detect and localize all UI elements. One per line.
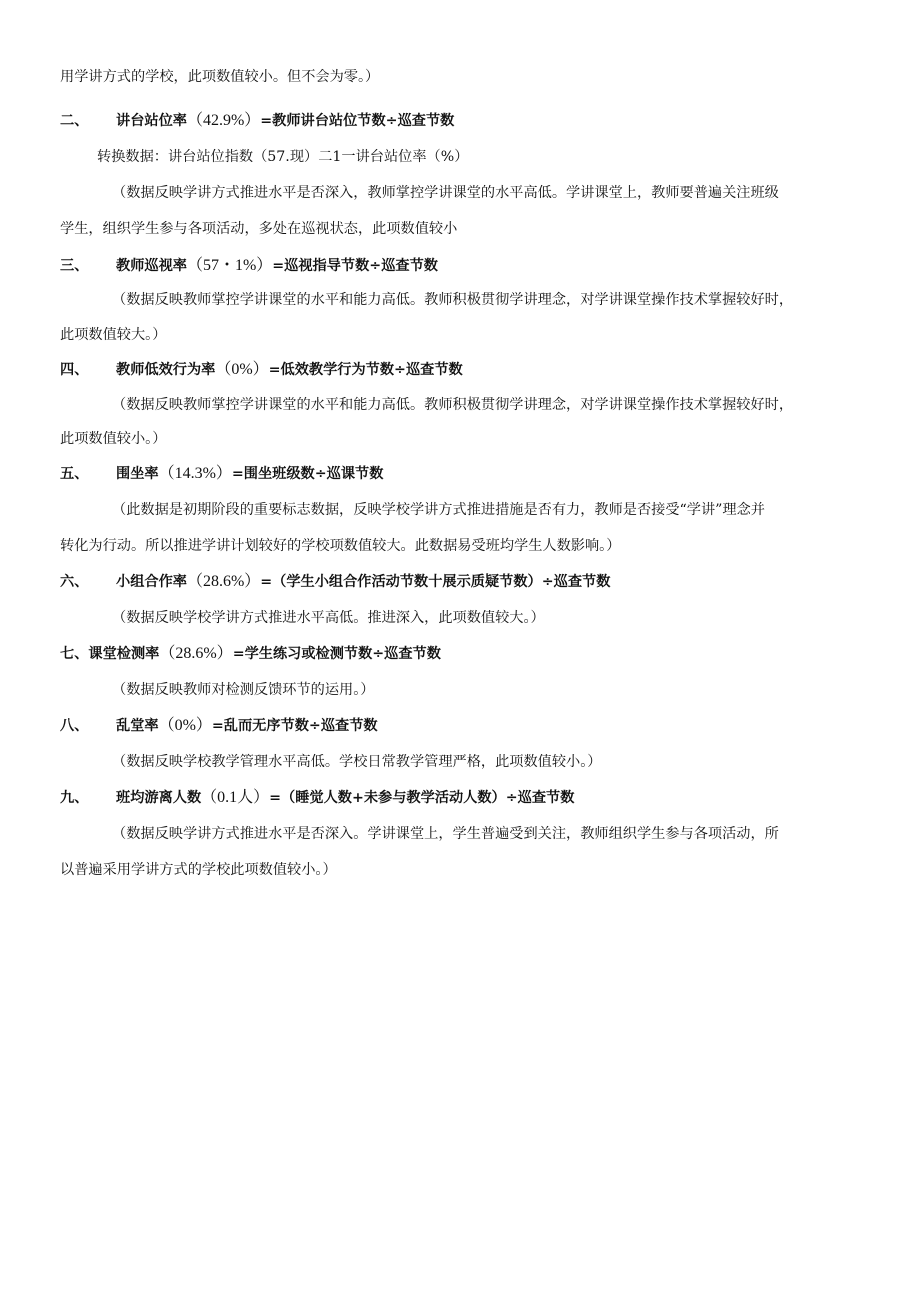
item-9-formula: =（睡觉人数+未参与教学活动人数）÷巡查节数 [269,790,575,806]
item-7-heading [60,645,441,663]
item-7-title: 课堂检测率 [88,646,160,662]
item-7-desc-line-1: （数据反映教师对检测反馈环节的运用。） [112,682,375,698]
item-2-title: 讲台站位率 [116,113,187,129]
item-6-heading [60,573,610,591]
item-4-number: 四、 [60,362,89,378]
item-2-formula: =教师讲台站位节数÷巡查节数 [260,113,455,129]
item-2-desc-line-1: （数据反映学讲方式推进水平是否深入，教师掌控学讲课堂的水平高低。学讲课堂上，教师要普遍关注班级 [112,185,779,201]
item-5-number: 五、 [60,466,89,482]
item-5-heading [60,465,383,483]
item-3-heading [60,257,438,275]
item-3-value: （57・1%） [186,257,273,274]
item-5-formula: =围坐班级数÷巡课节数 [231,466,384,482]
item-3-title: 教师巡视率 [116,258,187,274]
item-7-value: （28.6%） [159,645,233,662]
item-6-value: （28.6%） [186,573,261,590]
item-5-value: （14.3%） [158,465,232,482]
item-8-formula: =乱而无序节数÷巡查节数 [211,718,378,734]
item-9-desc-line-2: 以普遍采用学讲方式的学校此项数值较小。） [60,862,337,878]
item-4-formula: =低效教学行为节数÷巡查节数 [268,362,463,378]
item-4-desc-line-1: （数据反映教师掌控学讲课堂的水平和能力高低。教师积极贯彻学讲理念，对学讲课堂操作技术掌握较好时， [112,397,794,413]
item-4-heading [60,361,463,379]
item-3-formula: =巡视指导节数÷巡查节数 [272,258,438,274]
item-6-title: 小组合作率 [116,574,187,590]
item-4-desc-line-2: 此项数值较小。） [60,431,167,447]
item-6-formula: =（学生小组合作活动节数十展示质疑节数）÷巡查节数 [260,574,611,590]
item-9-value: （0.1人） [201,789,270,806]
item-2-number: 二、 [60,113,89,129]
item-9-number: 九、 [60,790,89,806]
item-8-heading [60,717,378,735]
item-5-desc-line-2: 转化为行动。所以推进学讲计划较好的学校项数值较大。此数据易受班均学生人数影响。） [60,538,621,554]
item-9-desc-line-1: （数据反映学讲方式推进水平是否深入。学讲课堂上，学生普遍受到关注，教师组织学生参与各项活动，所 [112,826,779,842]
item-8-title: 乱堂率 [116,718,159,734]
intro-tail-text: 用学讲方式的学校，此项数值较小。但不会为零。） [60,69,380,85]
item-7-number: 七、 [60,646,89,662]
item-4-title: 教师低效行为率 [116,362,216,378]
item-6-number: 六、 [60,574,89,590]
item-2-desc-line-2: 学生，组织学生参与各项活动，多处在巡视状态，此项数值较小 [60,221,458,237]
item-8-number: 八、 [60,718,89,734]
item-2-value: （42.9%） [186,112,261,129]
item-2-conversion: 转换数据：讲台站位指数（57.现）二1一讲台站位率（%） [97,149,469,165]
item-5-title: 围坐率 [116,466,159,482]
item-8-value: （0%） [158,717,212,734]
item-7-formula: =学生练习或检测节数÷巡查节数 [232,646,441,662]
item-3-desc-line-1: （数据反映教师掌控学讲课堂的水平和能力高低。教师积极贯彻学讲理念，对学讲课堂操作技术掌握较好时， [112,292,794,308]
item-8-desc-line-1: （数据反映学校教学管理水平高低。学校日常教学管理严格，此项数值较小。） [112,754,602,770]
item-3-number: 三、 [60,258,89,274]
item-2-heading [60,112,454,130]
item-3-desc-line-2: 此项数值较大。） [60,327,167,343]
item-9-title: 班均游离人数 [116,790,202,806]
item-9-heading [60,789,574,807]
item-4-value: （0%） [215,361,269,378]
item-6-desc-line-1: （数据反映学校学讲方式推进水平高低。推进深入，此项数值较大。） [112,610,545,626]
item-5-desc-line-1: （此数据是初期阶段的重要标志数据，反映学校学讲方式推进措施是否有力，教师是否接受“学讲”理念并 [112,502,765,518]
